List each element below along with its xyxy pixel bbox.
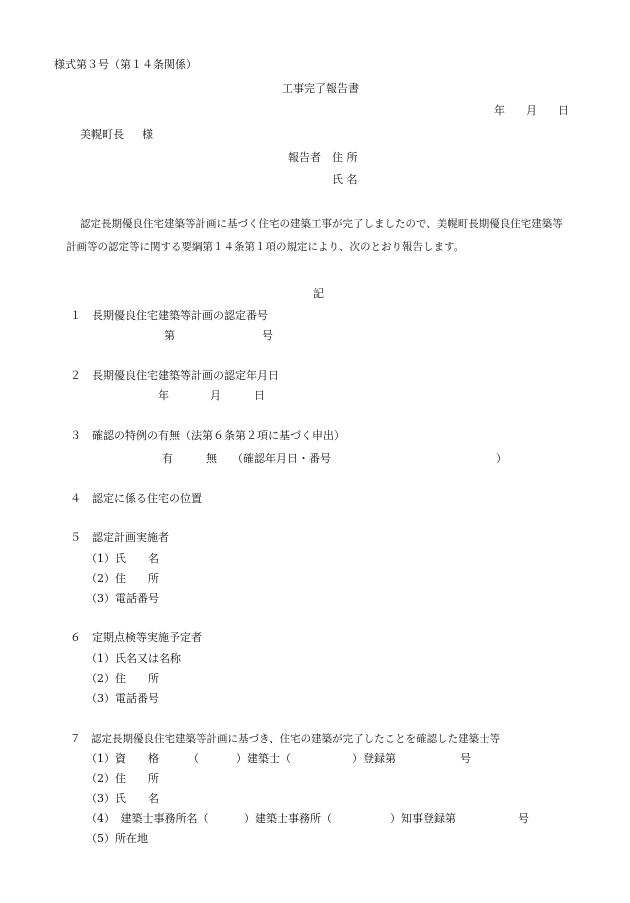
section-7-address: （2）住 所 (86, 772, 159, 785)
date-month-label: 月 (526, 104, 537, 117)
section-3-heading: ３ 確認の特例の有無（法第６条第２項に基づく申出） (70, 429, 345, 442)
reporter-label: 報告者 (288, 151, 321, 164)
section-2-year: 年 (158, 389, 169, 402)
section-1-dai: 第 (164, 329, 175, 342)
section-3-close: ） (496, 452, 507, 465)
reporter-name-label: 氏 名 (332, 173, 358, 186)
section-5-item-name: （1）氏 名 (86, 552, 159, 565)
section-4-heading: ４ 認定に係る住宅の位置 (70, 492, 202, 505)
section-7-office-label: （4） 建築士事務所名（ (86, 812, 209, 825)
section-7-name: （3）氏 名 (86, 792, 159, 805)
section-7-office-chiji: ）知事登録第 (390, 812, 456, 825)
addressee: 美幌町長 (80, 128, 124, 141)
section-1-heading: １ 長期優良住宅建築等計画の認定番号 (70, 309, 268, 322)
section-7-office-mid: ）建築士事務所（ (244, 812, 332, 825)
date-year-label: 年 (494, 104, 505, 117)
section-7-qualification-paren: （ (188, 752, 199, 765)
section-1-go: 号 (262, 329, 273, 342)
section-7-qualification-label: （1）資 格 (86, 752, 159, 765)
section-6-item-address: （2）住 所 (86, 672, 159, 685)
section-6-item-name: （1）氏名又は名称 (86, 652, 181, 665)
section-7-kenchikushi: ）建築士（ (236, 752, 291, 765)
ki-label: 記 (313, 287, 324, 300)
section-7-heading: ７ 認定長期優良住宅建築等計画に基づき、住宅の建築が完了したことを確認した建築士等 (70, 733, 501, 745)
body-line-1: 認定長期優良住宅建築等計画に基づく住宅の建築工事が完了しましたので、美幌町長期優良住宅建築等 (80, 218, 563, 230)
section-7-office-go: 号 (518, 812, 529, 825)
section-5-item-address: （2）住 所 (86, 572, 159, 585)
section-5-heading: ５ 認定計画実施者 (70, 531, 169, 544)
date-day-label: 日 (558, 104, 569, 117)
section-2-day: 日 (254, 389, 265, 402)
reporter-address-label: 住 所 (332, 151, 358, 164)
section-7-go: 号 (460, 752, 471, 765)
section-7-toroku: ）登録第 (352, 752, 396, 765)
section-2-month: 月 (210, 389, 221, 402)
section-6-item-phone: （3）電話番号 (86, 692, 159, 705)
document-title: 工事完了報告書 (282, 82, 359, 95)
section-3-no: 無 (206, 452, 217, 465)
body-line-2: 計画等の認定等に関する要綱第１４条第１項の規定により、次のとおり報告します。 (66, 241, 465, 253)
section-7-location: （5）所在地 (86, 832, 148, 845)
addressee-honorific: 様 (142, 128, 153, 141)
section-2-heading: ２ 長期優良住宅建築等計画の認定年月日 (70, 369, 279, 382)
section-3-yes: 有 (162, 452, 173, 465)
section-3-detail: （確認年月日・番号 (232, 452, 331, 465)
section-5-item-phone: （3）電話番号 (86, 592, 159, 605)
form-number: 様式第３号（第１４条関係） (54, 58, 197, 71)
section-6-heading: ６ 定期点検等実施予定者 (70, 631, 202, 644)
